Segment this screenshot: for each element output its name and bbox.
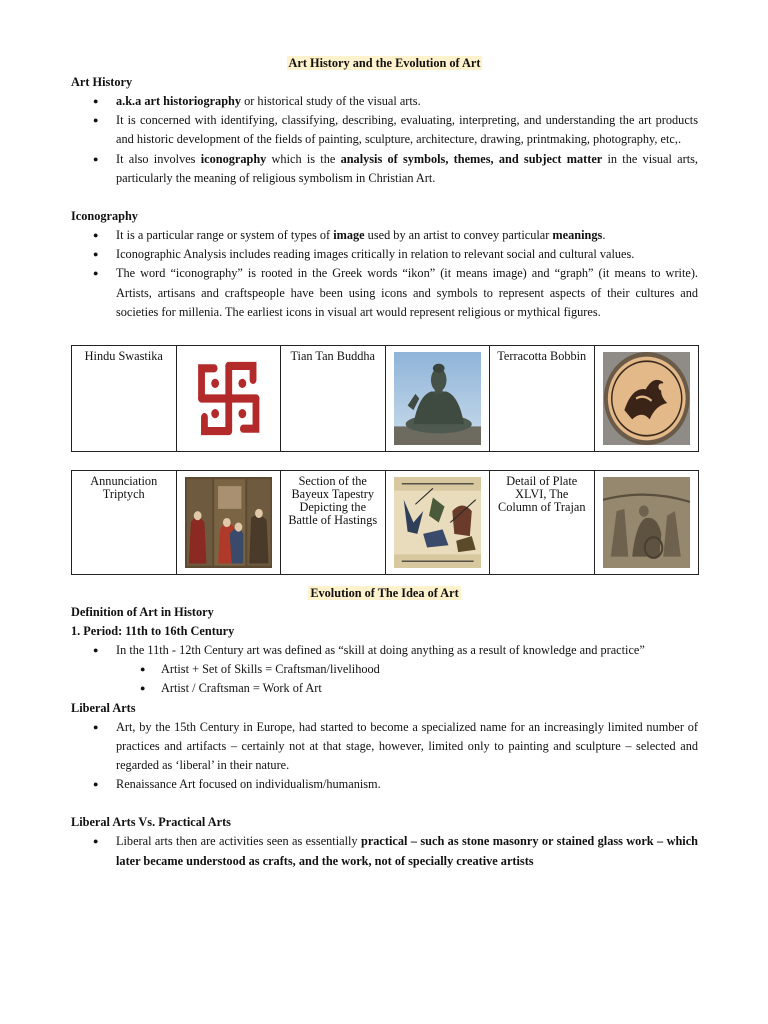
document-content — [71, 54, 698, 871]
list-item: ● Art, by the 15th Century in Europe, had started to become a specialized name for an increasingly limited number of practices and artifacts – certainly not at that stage, however, limited only to painting and sculpture – selected and regarded as ‘liberal’ in their nature. — [71, 718, 698, 776]
list-item: ● The word “iconography” is rooted in the Greek words “ikon” (it means image) and “graph” (it means to write). Artists, artisans and craftspeople have been using icons and symbols to represent aspects of their cultures and societies for millenia. The earliest icons in visual art would represent religious or mythical figures. — [71, 264, 698, 322]
trajan-column-relief-image — [594, 471, 699, 575]
table-cell-label: Tian Tan Buddha — [281, 346, 386, 452]
document-title: Art History and the Evolution of Art — [288, 56, 481, 70]
list-item: ● It is a particular range or system of types of image used by an artist to convey particular meanings. — [71, 226, 698, 245]
list-item: ● a.k.a art historiography or historical study of the visual arts. — [71, 92, 698, 111]
table-cell-label: Detail of Plate XLVI, The Column of Trajan — [490, 471, 595, 575]
icon-table-2 — [71, 470, 699, 575]
table-cell-label: Terracotta Bobbin — [490, 346, 595, 452]
liberal-vs-practical-list — [71, 832, 698, 870]
iconography-list — [71, 226, 698, 322]
triptych-painting-image — [176, 471, 281, 575]
sub-list-item: ● Artist + Set of Skills = Craftsman/livelihood — [71, 660, 698, 679]
list-item: ● It is concerned with identifying, classifying, describing, evaluating, interpreting, and understanding the art products and historic development of the fields of painting, sculpture, architecture, drawing, printmaking, photography, etc,. — [71, 111, 698, 149]
list-item: ● In the 11th - 12th Century art was defined as “skill at doing anything as a result of knowledge and practice” ● Artist + Set of Skills = Craftsman/livelihood ● Artist / Craftsman = Work of Art — [71, 641, 698, 699]
liberal-arts-heading: Liberal Arts — [71, 700, 136, 715]
list-item: ● Renaissance Art focused on individualism/humanism. — [71, 775, 698, 794]
terracotta-bobbin-image — [594, 346, 699, 452]
list-item: ● It also involves iconography which is the analysis of symbols, themes, and subject matter in the visual arts, particularly the meaning of religious symbolism in Christian Art. — [71, 150, 698, 188]
art-history-heading: Art History — [71, 75, 133, 89]
table-cell-label: Hindu Swastika — [72, 346, 177, 452]
period-list — [71, 641, 698, 699]
buddha-statue-image — [385, 346, 490, 452]
liberal-arts-list — [71, 718, 698, 795]
evolution-title: Evolution of The Idea of Art — [310, 586, 459, 601]
iconography-heading: Iconography — [71, 209, 138, 224]
period-heading: 1. Period: 11th to 16th Century — [71, 624, 235, 639]
table-cell-label: Annunciation Triptych — [72, 471, 177, 575]
bayeux-tapestry-image — [385, 471, 490, 575]
swastika-image — [176, 346, 281, 452]
liberal-vs-practical-heading: Liberal Arts Vs. Practical Arts — [71, 815, 231, 830]
art-history-list — [71, 92, 698, 188]
definition-heading: Definition of Art in History — [71, 605, 214, 620]
list-item: ● Iconographic Analysis includes reading images critically in relation to relevant social and cultural values. — [71, 245, 698, 264]
table-cell-label: Section of the Bayeux Tapestry Depicting the Battle of Hastings — [281, 471, 386, 575]
sub-list-item: ● Artist / Craftsman = Work of Art — [71, 679, 698, 698]
icon-table-1 — [71, 345, 699, 452]
list-item: ● Liberal arts then are activities seen as essentially practical – such as stone masonry or stained glass work – which later became understood as crafts, and the work, not of specially creative artists — [71, 832, 698, 870]
period-sub-list — [71, 660, 698, 698]
